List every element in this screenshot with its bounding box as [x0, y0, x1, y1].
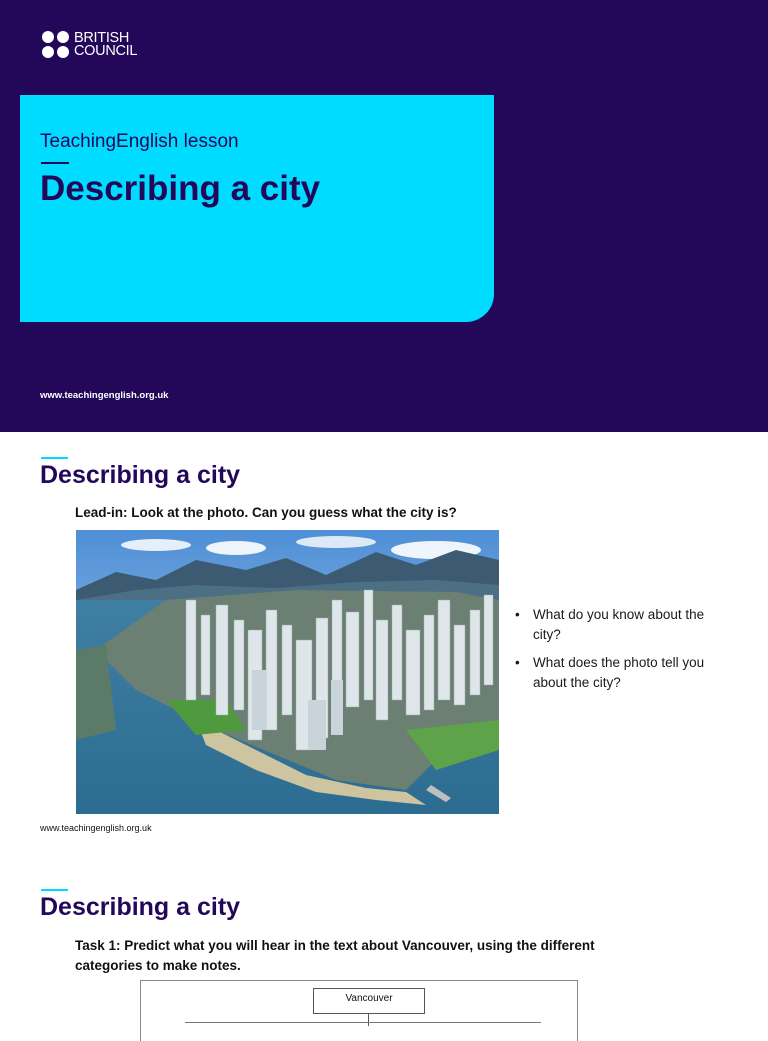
lead-in-instruction: Lead-in: Look at the photo. Can you guess what the city is? — [75, 505, 457, 520]
cover-slide — [0, 0, 768, 432]
lesson-title: Describing a city — [40, 169, 321, 208]
diagram-branch-line — [185, 1022, 541, 1023]
title-card — [20, 95, 494, 322]
kicker-rule — [41, 162, 69, 164]
question-item: • What do you know about the city? — [515, 607, 705, 642]
logo-line-2: COUNCIL — [74, 42, 138, 59]
logo-line-1: BRITISH — [74, 29, 130, 46]
title-accent — [41, 889, 68, 891]
city-photo — [76, 530, 499, 814]
title-accent — [41, 457, 68, 459]
bullet-icon: • — [515, 607, 520, 622]
slide-title: Describing a city — [40, 461, 241, 489]
lesson-kicker: TeachingEnglish lesson — [40, 131, 239, 152]
task-slide — [0, 864, 768, 1024]
question-item: • What does the photo tell you about the city? — [515, 655, 705, 690]
slide-url[interactable]: www.teachingenglish.org.uk — [40, 823, 152, 833]
bullet-icon: • — [515, 655, 520, 670]
british-council-logo — [42, 31, 137, 58]
slide-title: Describing a city — [40, 893, 241, 921]
logo-dots-icon — [42, 31, 69, 58]
discussion-questions — [513, 605, 713, 701]
task-instruction: Task 1: Predict what you will hear in the text about Vancouver, using the different categories to make notes. — [75, 938, 595, 973]
diagram-connector — [368, 1014, 369, 1026]
diagram-root-box: Vancouver — [313, 988, 425, 1014]
cover-url[interactable]: www.teachingenglish.org.uk — [40, 390, 169, 401]
lead-in-slide — [0, 432, 768, 864]
